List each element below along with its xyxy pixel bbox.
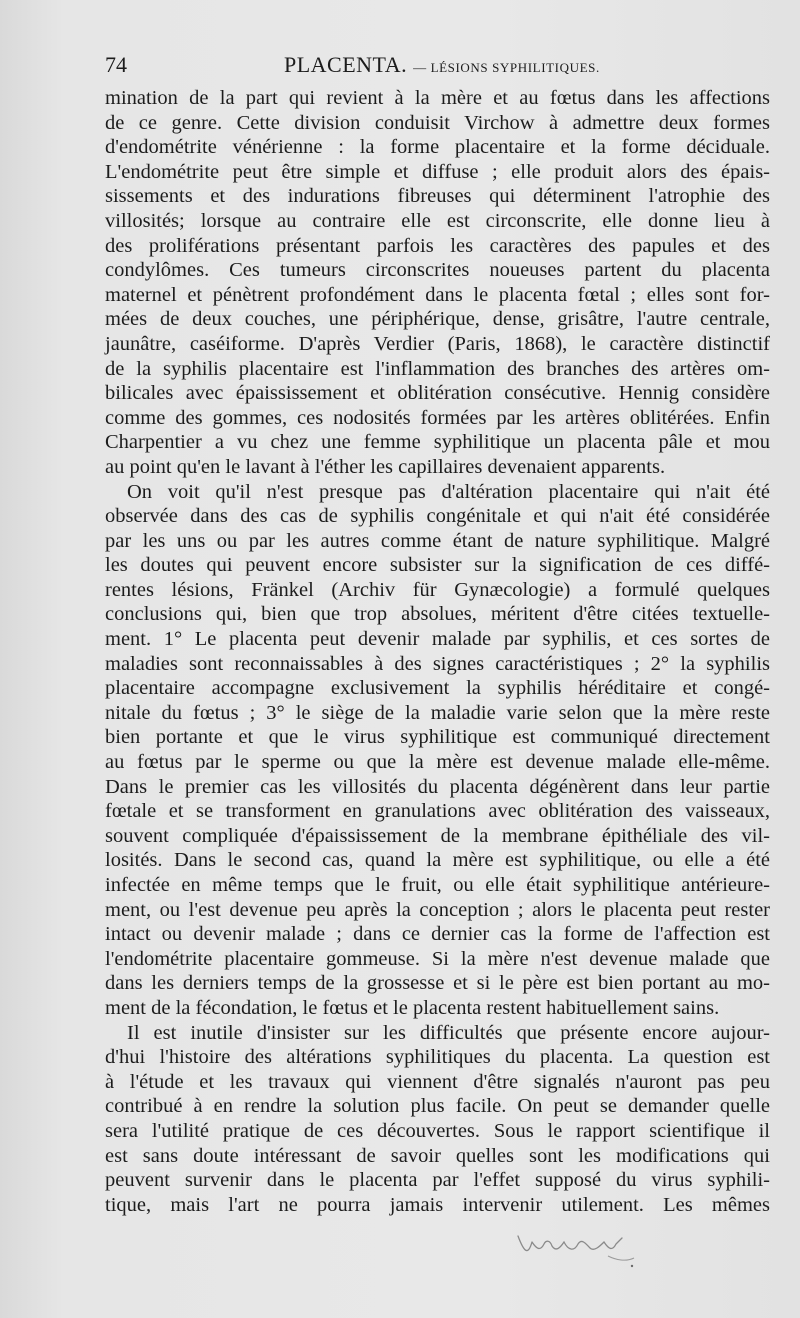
text-line: mination de la part qui revient à la mère et au fœtus dans les affections [105,87,770,109]
text-line: l'endométrite placentaire gommeuse. Si la mère n'est devenue malade que [105,947,770,970]
text-line: souvent compliquée d'épaississement de la membrane épithéliale des vil- [105,824,770,847]
body-text [105,86,770,1217]
page-number: 74 [105,52,127,77]
text-line: ment de la fécondation, le fœtus et le placenta restent habituellement sains. [105,996,720,1019]
text-line: rentes lésions, Fränkel (Archiv für Gynæcologie) a formulé quelques [105,578,770,601]
text-line: est sans doute intéressant de savoir quelles sont les modifications qui [105,1144,770,1167]
text-line: Il est inutile d'insister sur les difficultés que présente encore aujour- [127,1021,770,1044]
text-line: nitale du fœtus ; 3° le siège de la maladie varie selon que la mère reste [105,701,770,724]
text-line: fœtale et se transforment en granulations avec oblitération des vaisseaux, [105,800,770,823]
text-line: intact ou devenir malade ; dans ce dernier cas la forme de l'affection est [105,923,770,946]
text-line: comme des gommes, ces nodosités formées par les artères oblitérées. Enfin [105,406,770,429]
text-line: conclusions qui, bien que trop absolues, méritent d'être citées textuelle- [105,603,770,626]
text-line: observée dans des cas de syphilis congénitale et qui n'ait été considérée [105,505,770,528]
text-line: d'endométrite vénérienne : la forme placentaire et la forme déciduale. [105,136,770,159]
text-line: peuvent survenir dans le placenta par l'effet supposé du virus syphili- [105,1169,770,1192]
text-line: losités. Dans le second cas, quand la mère est syphilitique, ou elle a été [105,849,770,872]
text-line: Charpentier a vu chez une femme syphilitique un placenta pâle et mou [105,431,770,454]
text-line: sissements et des indurations fibreuses qui déterminent l'atrophie des [105,185,770,208]
text-line: maladies sont reconnaissables à des signes caractéristiques ; 2° la syphilis [105,652,770,675]
text-line: bien portante et que le virus syphilitique est communiqué directement [105,726,770,749]
text-line: mées de deux couches, une périphérique, dense, grisâtre, l'autre centrale, [105,308,770,331]
text-line: tique, mais l'art ne pourra jamais intervenir utilement. Les mêmes [105,1193,770,1216]
text-line: de la syphilis placentaire est l'inflammation des branches des artères om- [105,357,770,380]
text-line: dans les derniers temps de la grossesse et si le père est bien portant au mo- [105,972,770,995]
running-title [284,52,600,78]
text-line: L'endométrite peut être simple et diffuse ; elle produit alors des épais- [105,160,770,183]
text-line: à l'étude et les travaux qui viennent d'être signalés n'auront pas peu [105,1070,770,1093]
text-line: d'hui l'histoire des altérations syphilitiques du placenta. La question est [105,1046,770,1069]
text-line: maternel et pénètrent profondément dans le placenta fœtal ; elles sont for- [105,283,770,306]
text-line: contribué à en rendre la solution plus facile. On peut se demander quelle [105,1095,770,1118]
text-line: au point qu'en le lavant à l'éther les capillaires devenaient apparents. [105,455,666,478]
handwritten-signature [512,1222,642,1272]
text-line: ment. 1° Le placenta peut devenir malade par syphilis, et ces sortes de [105,628,770,651]
text-line: Dans le premier cas les villosités du placenta dégénèrent dans leur partie [105,775,770,798]
running-title-main: PLACENTA. [284,52,408,77]
text-line: villosités; lorsque au contraire elle est circonscrite, elle donne lieu à [105,209,770,232]
running-title-sub: — LÉSIONS SYPHILITIQUES. [413,60,600,75]
text-line: bilicales avec épaississement et oblitération consécutive. Hennig considère [105,382,770,405]
text-line: sera l'utilité pratique de ces découvertes. Sous le rapport scientifique il [105,1119,770,1142]
text-line: de ce genre. Cette division conduisit Virchow à admettre deux formes [105,111,770,134]
text-line: placentaire accompagne exclusivement la syphilis héréditaire et congé- [105,677,770,700]
text-line: les doutes qui peuvent encore subsister sur la signification de ces diffé- [105,554,770,577]
text-line: au fœtus par le sperme ou que la mère est devenue malade elle-même. [105,751,770,774]
text-line: des proliférations présentant parfois les caractères des papules et des [105,234,770,257]
text-line: infectée en même temps que le fruit, ou elle était syphilitique antérieure- [105,874,770,896]
text-line: par les uns ou par les autres comme étant de nature syphilitique. Malgré [105,529,770,552]
text-line: jaunâtre, caséiforme. D'après Verdier (Paris, 1868), le caractère distinctif [105,332,770,355]
text-line: condylômes. Ces tumeurs circonscrites noueuses partent du placenta [105,259,770,282]
page-header [105,52,770,80]
text-line: ment, ou l'est devenue peu après la conception ; alors le placenta peut rester [105,898,770,921]
text-line: On voit qu'il n'est presque pas d'altération placentaire qui n'ait été [127,480,770,503]
